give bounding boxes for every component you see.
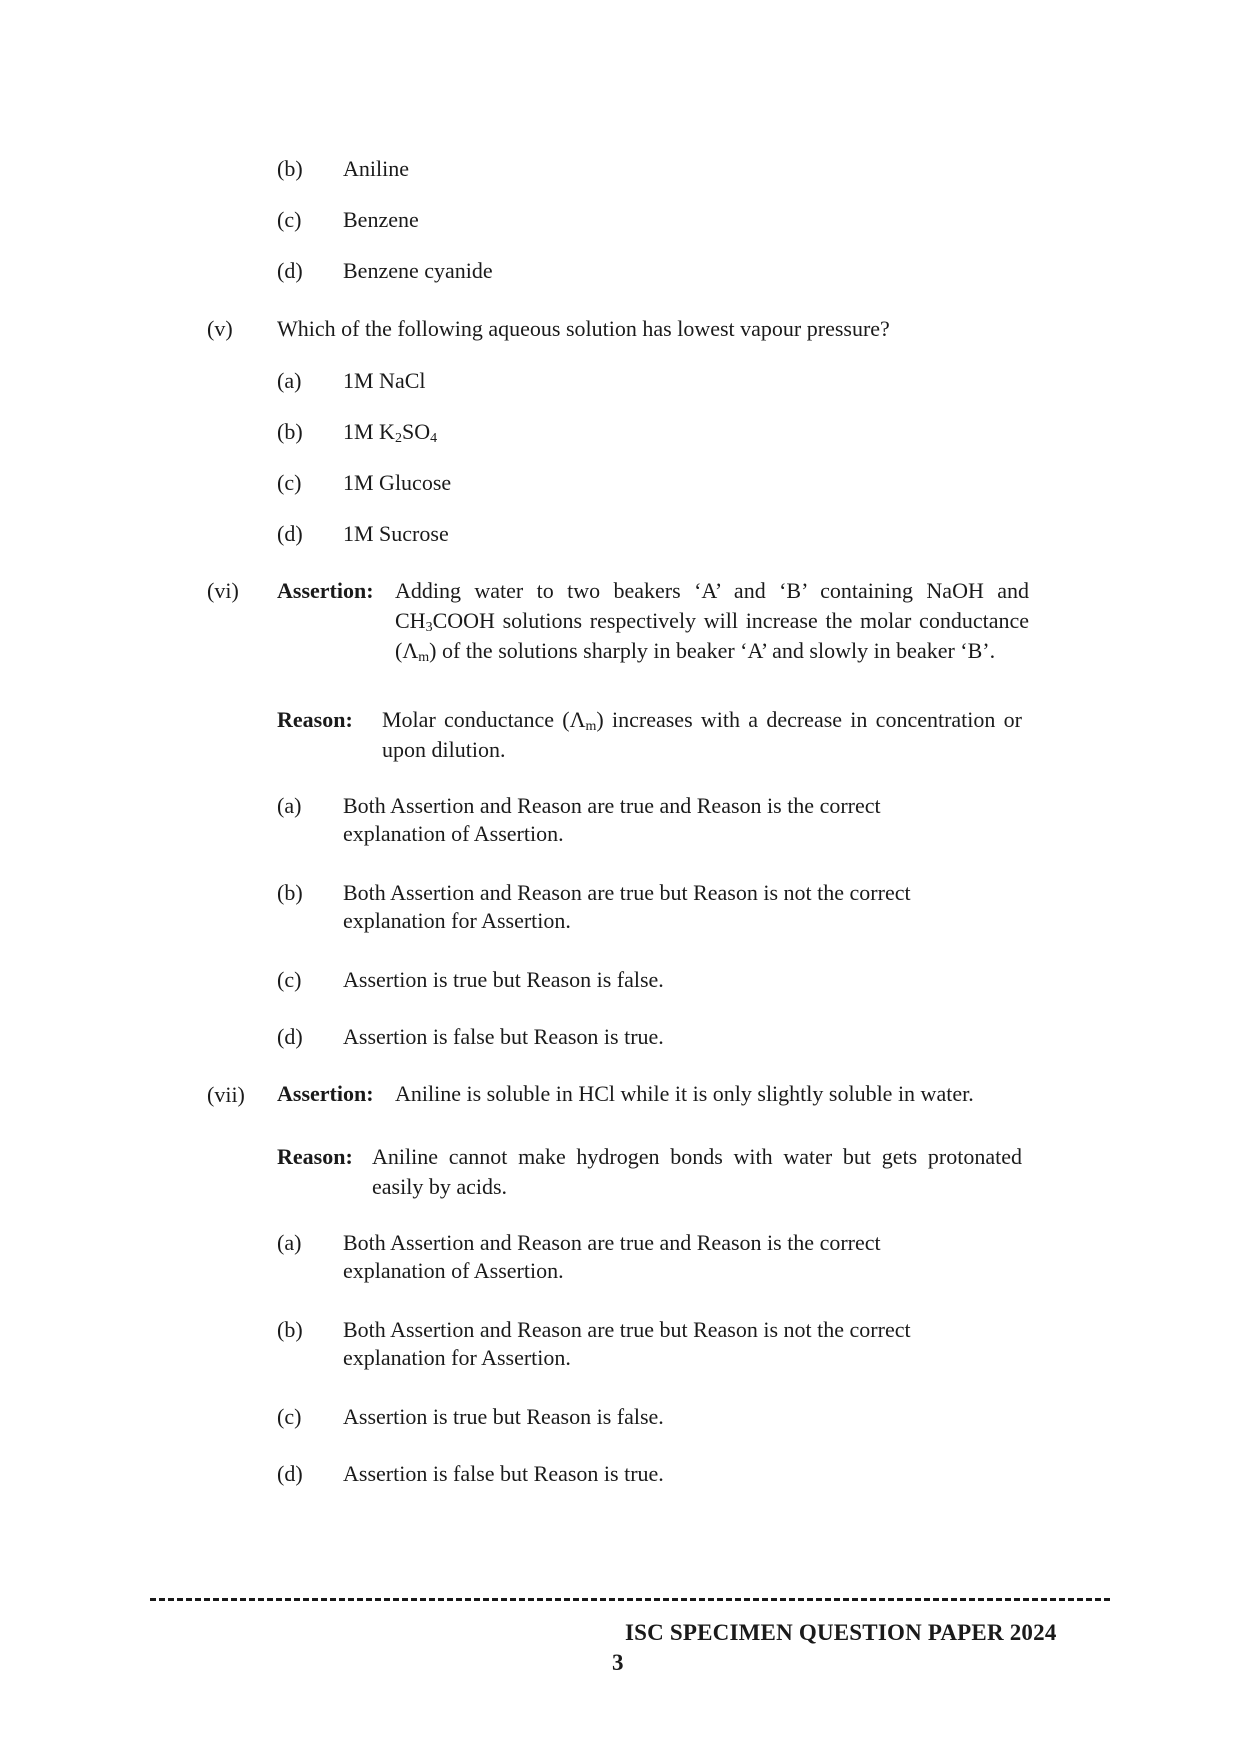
option-text: Aniline xyxy=(343,156,409,181)
option-text: Assertion is true but Reason is false. xyxy=(343,967,664,992)
reason-label: Reason: xyxy=(277,1144,353,1169)
page-number: 3 xyxy=(612,1650,624,1675)
reason-block xyxy=(277,1142,1022,1202)
option-text: Both Assertion and Reason are true and Reason is the correct explanation of Assertion. xyxy=(343,1230,881,1283)
option-label: (b) xyxy=(277,1317,303,1342)
option-label: (a) xyxy=(277,1230,302,1255)
option-text: Assertion is true but Reason is false. xyxy=(343,1404,664,1429)
option-label: (c) xyxy=(277,1404,302,1429)
option-text: 1M Glucose xyxy=(343,470,452,495)
question-number: (vii) xyxy=(207,1082,245,1107)
option-text: Benzene cyanide xyxy=(343,258,493,283)
option-text: Both Assertion and Reason are true and Reason is the correct explanation of Assertion. xyxy=(343,793,881,846)
assertion-block xyxy=(277,576,1029,666)
option-label: (c) xyxy=(277,967,302,992)
option-text: 1M NaCl xyxy=(343,368,426,393)
option-label: (c) xyxy=(277,470,302,495)
assertion-block xyxy=(277,1079,1029,1109)
option-label: (b) xyxy=(277,156,303,181)
footer-divider xyxy=(150,1598,1110,1601)
question-number: (v) xyxy=(207,316,233,341)
option-label: (d) xyxy=(277,521,303,546)
option-text: 1M Sucrose xyxy=(343,521,449,546)
option-label: (d) xyxy=(277,258,303,283)
option-text: 1M $K_2SO_4$ xyxy=(343,419,438,446)
option-label: (b) xyxy=(277,419,303,444)
assertion-label: Assertion: xyxy=(277,1081,374,1106)
assertion-text: Adding water to two beakers ‘A’ and ‘B’ containing NaOH and $CH_3COOH$ solutions respectively will increase the molar conductance $(\Lambda_m)$ of the solutions sharply in beaker ‘A’ and slowly in beaker ‘B’. xyxy=(395,578,1029,665)
option-label: (c) xyxy=(277,207,302,232)
option-text: Both Assertion and Reason are true but Reason is not the correct explanation for Assertion. xyxy=(343,1317,911,1370)
option-text: Assertion is false but Reason is true. xyxy=(343,1461,664,1486)
option-label: (a) xyxy=(277,793,302,818)
assertion-label: Assertion: xyxy=(277,578,374,603)
option-label: (a) xyxy=(277,368,302,393)
option-text: Assertion is false but Reason is true. xyxy=(343,1024,664,1049)
reason-text: Aniline cannot make hydrogen bonds with water but gets protonated easily by acids. xyxy=(372,1144,1022,1199)
option-text: Both Assertion and Reason are true but Reason is not the correct explanation for Assertion. xyxy=(343,880,911,933)
option-label: (b) xyxy=(277,880,303,905)
question-number: (vi) xyxy=(207,578,239,603)
assertion-text: Aniline is soluble in HCl while it is only slightly soluble in water. xyxy=(395,1081,974,1106)
reason-text: Molar conductance $(\Lambda_m)$ increases with a decrease in concentration or upon dilution. xyxy=(382,707,1022,762)
option-label: (d) xyxy=(277,1024,303,1049)
footer-title: ISC SPECIMEN QUESTION PAPER 2024 xyxy=(625,1620,1057,1645)
question-text: Which of the following aqueous solution has lowest vapour pressure? xyxy=(277,316,890,341)
option-label: (d) xyxy=(277,1461,303,1486)
option-text: Benzene xyxy=(343,207,419,232)
reason-label: Reason: xyxy=(277,707,353,732)
reason-block xyxy=(277,705,1022,765)
